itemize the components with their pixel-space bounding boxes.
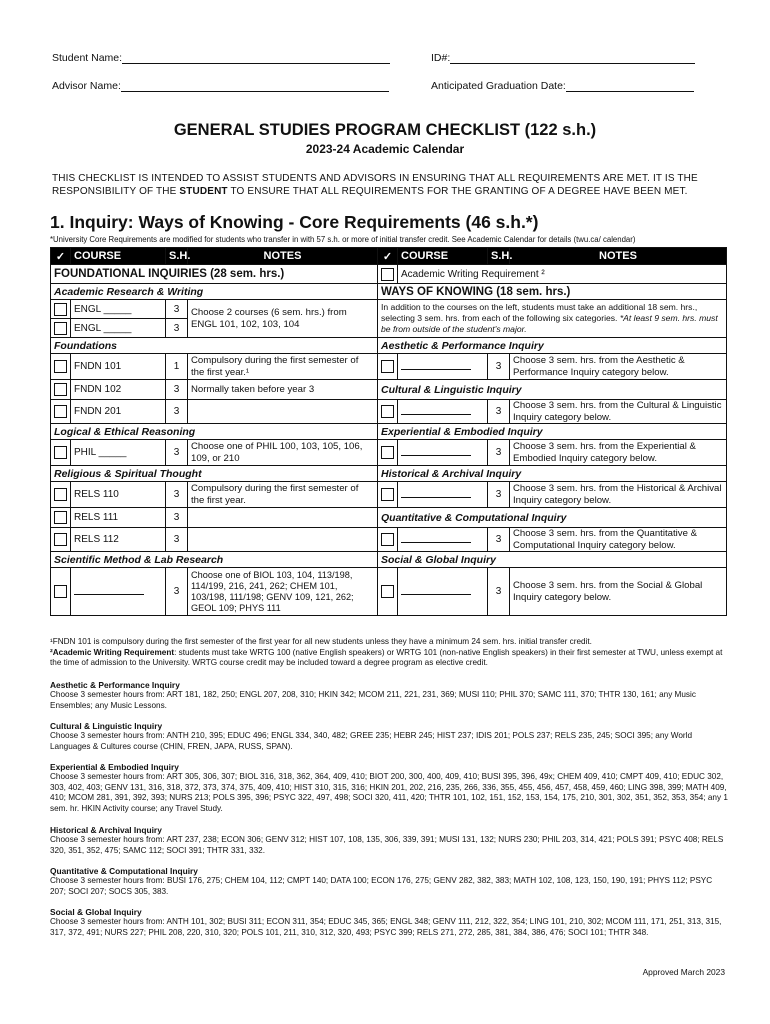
cultural-course[interactable] — [398, 400, 488, 424]
rels112-sh: 3 — [166, 528, 188, 552]
fndn201-note — [188, 400, 378, 424]
category-title: Social & Global Inquiry — [50, 907, 142, 917]
historical-note: Choose 3 sem. hrs. from the Historical & Archival Inquiry category below. — [510, 482, 727, 508]
quantitative-check-cell[interactable] — [378, 528, 398, 552]
table-row — [51, 265, 727, 284]
engl1-check-cell[interactable] — [51, 300, 71, 319]
phil-check-cell[interactable] — [51, 440, 71, 466]
cultural-heading: Cultural & Linguistic Inquiry — [378, 380, 727, 400]
fndn101-note: Compulsory during the first semester of the first year.¹ — [188, 354, 378, 380]
foundations-heading: Foundations — [51, 338, 378, 354]
checkbox[interactable] — [381, 405, 394, 418]
checkbox[interactable] — [54, 446, 67, 459]
category-social — [50, 907, 730, 938]
course-blank[interactable] — [74, 586, 144, 595]
student-name-field[interactable] — [52, 52, 390, 64]
course-blank[interactable] — [401, 586, 471, 595]
rels111-note — [188, 508, 378, 528]
sci-check-cell[interactable] — [51, 568, 71, 616]
advisor-name-field[interactable] — [52, 80, 389, 92]
course-blank[interactable] — [401, 534, 471, 543]
academic-research-heading: Academic Research & Writing — [51, 284, 378, 300]
category-title: Historical & Archival Inquiry — [50, 825, 162, 835]
checkbox[interactable] — [54, 488, 67, 501]
grad-date-field[interactable] — [431, 80, 694, 92]
quantitative-heading: Quantitative & Computational Inquiry — [378, 508, 727, 528]
aesthetic-note: Choose 3 sem. hrs. from the Aesthetic & Performance Inquiry category below. — [510, 354, 727, 380]
checkbox[interactable] — [54, 360, 67, 373]
category-cultural — [50, 721, 730, 752]
fndn201-check-cell[interactable] — [51, 400, 71, 424]
footnote-2-text: : students must take WRTG 100 (native English speakers) or WRTG 101 (non-native English speakers) in their first semester at TWU, unless exempt at the time of admission to the University. WRTG course credit may be included toward a degree program as elective credit. — [50, 647, 723, 667]
table-row — [51, 552, 727, 568]
phil-sh: 3 — [166, 440, 188, 466]
table-row — [51, 508, 727, 528]
footnotes — [50, 637, 730, 669]
checkbox[interactable] — [54, 383, 67, 396]
checkbox[interactable] — [381, 446, 394, 459]
awr-label: Academic Writing Requirement ² — [398, 265, 727, 284]
page-title: GENERAL STUDIES PROGRAM CHECKLIST (122 s.h.) — [173, 121, 597, 139]
sh-header: S.H. — [166, 248, 188, 265]
table-row — [51, 338, 727, 354]
sci-course[interactable] — [71, 568, 166, 616]
checkbox[interactable] — [54, 405, 67, 418]
category-title: Experiential & Embodied Inquiry — [50, 762, 179, 772]
aesthetic-check-cell[interactable] — [378, 354, 398, 380]
social-note: Choose 3 sem. hrs. from the Social & Global Inquiry category below. — [510, 568, 727, 616]
experiential-sh: 3 — [488, 440, 510, 466]
fndn201-sh: 3 — [166, 400, 188, 424]
engl2-sh: 3 — [166, 319, 188, 338]
advisor-name-line[interactable] — [121, 80, 389, 92]
fndn102-sh: 3 — [166, 380, 188, 400]
historical-heading: Historical & Archival Inquiry — [378, 466, 727, 482]
scientific-heading: Scientific Method & Lab Research — [51, 552, 378, 568]
category-historical — [50, 825, 730, 856]
category-title: Cultural & Linguistic Inquiry — [50, 721, 163, 731]
intro-part2: TO ENSURE THAT ALL REQUIREMENTS FOR THE GRANTING OF A DEGREE HAVE BEEN MET. — [227, 186, 688, 197]
wok-note-a: In addition to the courses on the left, students must take an additional 18 sem. hrs., selecting 3 sem. hrs. from each of the following six categories. — [381, 302, 698, 323]
checklist-table — [50, 247, 727, 616]
rels111-course: RELS 111 — [71, 508, 166, 528]
rels110-check-cell[interactable] — [51, 482, 71, 508]
engl2-course: ENGL _____ — [71, 319, 166, 338]
aesthetic-sh: 3 — [488, 354, 510, 380]
section1-note: *University Core Requirements are modified for students who transfer in with 57 s.h. or more of initial transfer credit. See Academic Calendar for details (twu.ca/ calendar) — [50, 235, 636, 244]
fndn101-check-cell[interactable] — [51, 354, 71, 380]
table-row — [51, 466, 727, 482]
intro-text — [52, 172, 724, 198]
sci-note: Choose one of BIOL 103, 104, 113/198, 114/199, 216, 241, 262; CHEM 101, 103/198, 111/198; GENV 109, 121, 262; GEOL 109; PHYS 111 — [188, 568, 378, 616]
grad-date-line[interactable] — [566, 80, 694, 92]
checkbox[interactable] — [54, 585, 67, 598]
id-line[interactable] — [450, 52, 695, 64]
check-header-right: ✓ — [378, 248, 398, 265]
aesthetic-course[interactable] — [398, 354, 488, 380]
rels112-check-cell[interactable] — [51, 528, 71, 552]
footnote-1: ¹FNDN 101 is compulsory during the first semester of the first year for all new students unless they have a minimum 24 sem. hrs. initial transfer credit. — [50, 637, 592, 646]
advisor-name-label: Advisor Name: — [52, 80, 121, 92]
experiential-check-cell[interactable] — [378, 440, 398, 466]
sci-sh: 3 — [166, 568, 188, 616]
rels110-course: RELS 110 — [71, 482, 166, 508]
category-title: Quantitative & Computational Inquiry — [50, 866, 198, 876]
table-row — [51, 380, 727, 400]
social-check-cell[interactable] — [378, 568, 398, 616]
social-course[interactable] — [398, 568, 488, 616]
wok-note — [378, 300, 727, 338]
course-blank[interactable] — [401, 361, 471, 370]
course-blank[interactable] — [401, 406, 471, 415]
category-text: Choose 3 semester hours from: ART 305, 306, 307; BIOL 316, 318, 362, 364, 409, 410; BIOT 200, 300, 400, 409, 410; BUSI 395, 396, 49x; CHEM 409, 410; CMPT 409, 410; EDUC 302, 303, 402, 403; GENV 131, 316, 318, 372, 373, 374, 375, 409, 410; HIST 310, 315, 316; HKIN 201, 202, 216, 235, 266, 336, 355, 455, 456, 457, 458, 459, 460; LING 398, 399; MATH 409, 410; MCOM 281, 391, 392, 393; NURS 213; POLS 395, 396; PSYC 322, 497, 498; SOCI 320, 411, 420; THTR 101, 102, 151, 152, 153, 154, 175, 210, 301, 302, 351, 352, 353, 354; any 1 sem. hr. HKIN Activity course; any Travel Study. — [50, 772, 728, 813]
section1-heading: 1. Inquiry: Ways of Knowing - Core Requirements (46 s.h.*) — [50, 212, 539, 232]
student-name-label: Student Name: — [52, 52, 123, 64]
engl2-check-cell[interactable] — [51, 319, 71, 338]
page-subtitle: 2023-24 Academic Calendar — [305, 142, 465, 156]
course-blank[interactable] — [401, 447, 471, 456]
fndn102-note: Normally taken before year 3 — [188, 380, 378, 400]
rels112-course: RELS 112 — [71, 528, 166, 552]
experiential-note: Choose 3 sem. hrs. from the Experiential & Embodied Inquiry category below. — [510, 440, 727, 466]
wok-note-b: *At least 9 sem. hrs. must be from outside of the student's major. — [381, 313, 718, 334]
phil-note: Choose one of PHIL 100, 103, 105, 106, 109, or 210 — [188, 440, 378, 466]
engl1-course: ENGL _____ — [71, 300, 166, 319]
religious-heading: Religious & Spiritual Thought — [51, 466, 378, 482]
historical-sh: 3 — [488, 482, 510, 508]
footnote-2-label: ²Academic Writing Requirement — [50, 647, 175, 657]
fndn101-sh: 1 — [166, 354, 188, 380]
checkbox[interactable] — [54, 303, 67, 316]
foundational-heading: FOUNDATIONAL INQUIRIES (28 sem. hrs.) — [51, 265, 378, 284]
historical-check-cell[interactable] — [378, 482, 398, 508]
checkbox[interactable] — [54, 533, 67, 546]
social-sh: 3 — [488, 568, 510, 616]
fndn201-course: FNDN 201 — [71, 400, 166, 424]
quantitative-note: Choose 3 sem. hrs. from the Quantitative & Computational Inquiry category below. — [510, 528, 727, 552]
category-text: Choose 3 semester hours from: ART 181, 182, 250; ENGL 207, 208, 310; HKIN 342; MCOM 211, 221, 231, 369; MUSI 110; PHIL 370; SAMC 111, 370; THTR 130, 161; any Music Ensembles; any Music Lessons. — [50, 690, 696, 710]
id-field[interactable] — [431, 52, 695, 64]
awr-check-cell[interactable] — [378, 265, 398, 284]
notes-header-right: NOTES — [510, 248, 727, 265]
wok-heading: WAYS OF KNOWING (18 sem. hrs.) — [378, 284, 727, 300]
check-header: ✓ — [51, 248, 71, 265]
notes-header: NOTES — [188, 248, 378, 265]
fndn101-course: FNDN 101 — [71, 354, 166, 380]
fndn102-course: FNDN 102 — [71, 380, 166, 400]
table-row — [51, 300, 727, 319]
checkbox[interactable] — [381, 488, 394, 501]
table-row — [51, 354, 727, 380]
phil-course: PHIL _____ — [71, 440, 166, 466]
rels111-sh: 3 — [166, 508, 188, 528]
course-blank[interactable] — [401, 489, 471, 498]
engl1-sh: 3 — [166, 300, 188, 319]
grad-date-label: Anticipated Graduation Date: — [431, 80, 566, 92]
logical-heading: Logical & Ethical Reasoning — [51, 424, 378, 440]
checkbox[interactable] — [381, 533, 394, 546]
category-title: Aesthetic & Performance Inquiry — [50, 680, 180, 690]
checkbox[interactable] — [54, 322, 67, 335]
table-row — [51, 424, 727, 440]
table-row — [51, 568, 727, 616]
checkbox[interactable] — [381, 360, 394, 373]
student-name-line[interactable] — [122, 52, 390, 64]
approved-date: Approved March 2023 — [642, 967, 725, 977]
historical-course[interactable] — [398, 482, 488, 508]
table-row — [51, 400, 727, 424]
rels111-check-cell[interactable] — [51, 508, 71, 528]
quantitative-sh: 3 — [488, 528, 510, 552]
table-row — [51, 482, 727, 508]
category-text: Choose 3 semester hours from: ART 237, 238; ECON 306; GENV 312; HIST 107, 108, 135, 306, 339, 391; MUSI 131, 132; NURS 230; PHIL 203, 314, 421; POLS 391; PSYC 408; RELS 320, 351, 352, 475; SAMC 112; SOCI 391; THTR 331, 332. — [50, 835, 724, 855]
category-text: Choose 3 semester hours from: BUSI 176, 275; CHEM 104, 112; CMPT 140; DATA 100; ECON 176, 275; GENV 282, 382, 383; MATH 102, 108, 123, 150, 190, 191; PHYS 112; PSYC 207; SOCI 207; SOCS 305, 383. — [50, 876, 713, 896]
intro-bold: STUDENT — [179, 186, 228, 197]
aesthetic-heading: Aesthetic & Performance Inquiry — [378, 338, 727, 354]
experiential-course[interactable] — [398, 440, 488, 466]
id-label: ID#: — [431, 52, 451, 64]
rels110-note: Compulsory during the first semester of the first year. — [188, 482, 378, 508]
checkbox[interactable] — [54, 511, 67, 524]
category-text: Choose 3 semester hours from: ANTH 101, 302; BUSI 311; ECON 311, 354; EDUC 345, 365; ENGL 348; GENV 111, 212, 322, 354; LING 101, 210, 302; MCOM 111, 171, 251, 313, 315, 317, 372, 491; NURS 227; PHIL 208, 220, 310, 320; POLS 101, 211, 310, 312, 320, 493; PSYC 399; RELS 271, 272, 285, 381, 384, 386, 476; SOCI 101; THTR 348. — [50, 917, 722, 937]
table-header-row — [51, 248, 727, 265]
table-row — [51, 440, 727, 466]
course-header: COURSE — [71, 248, 166, 265]
cultural-check-cell[interactable] — [378, 400, 398, 424]
checkbox[interactable] — [381, 268, 394, 281]
checkbox[interactable] — [381, 585, 394, 598]
rels110-sh: 3 — [166, 482, 188, 508]
category-aesthetic — [50, 680, 730, 711]
category-experiential — [50, 762, 730, 814]
quantitative-course[interactable] — [398, 528, 488, 552]
footnote-2 — [50, 648, 730, 669]
fndn102-check-cell[interactable] — [51, 380, 71, 400]
course-header-right: COURSE — [398, 248, 488, 265]
table-row — [51, 528, 727, 552]
table-row — [51, 284, 727, 300]
cultural-sh: 3 — [488, 400, 510, 424]
social-heading: Social & Global Inquiry — [378, 552, 727, 568]
rels112-note — [188, 528, 378, 552]
experiential-heading: Experiential & Embodied Inquiry — [378, 424, 727, 440]
engl-note: Choose 2 courses (6 sem. hrs.) from ENGL 101, 102, 103, 104 — [188, 300, 378, 338]
sh-header-right: S.H. — [488, 248, 510, 265]
cultural-note: Choose 3 sem. hrs. from the Cultural & Linguistic Inquiry category below. — [510, 400, 727, 424]
category-quantitative — [50, 866, 730, 897]
intro-part1: THIS CHECKLIST IS INTENDED TO ASSIST STUDENTS AND ADVISORS IN ENSURING THAT ALL REQUIREMENTS ARE MET. IT IS THE RESPONSIBILITY OF THE — [52, 173, 698, 197]
category-text: Choose 3 semester hours from: ANTH 210, 395; EDUC 496; ENGL 334, 340, 482; GREE 235; HEBR 245; HIST 237; IDIS 201; POLS 237; RELS 235, 245; SOCI 395; any World Languages & Cultures course (CHIN, FREN, JAPA, RUSS, SPAN). — [50, 731, 692, 751]
